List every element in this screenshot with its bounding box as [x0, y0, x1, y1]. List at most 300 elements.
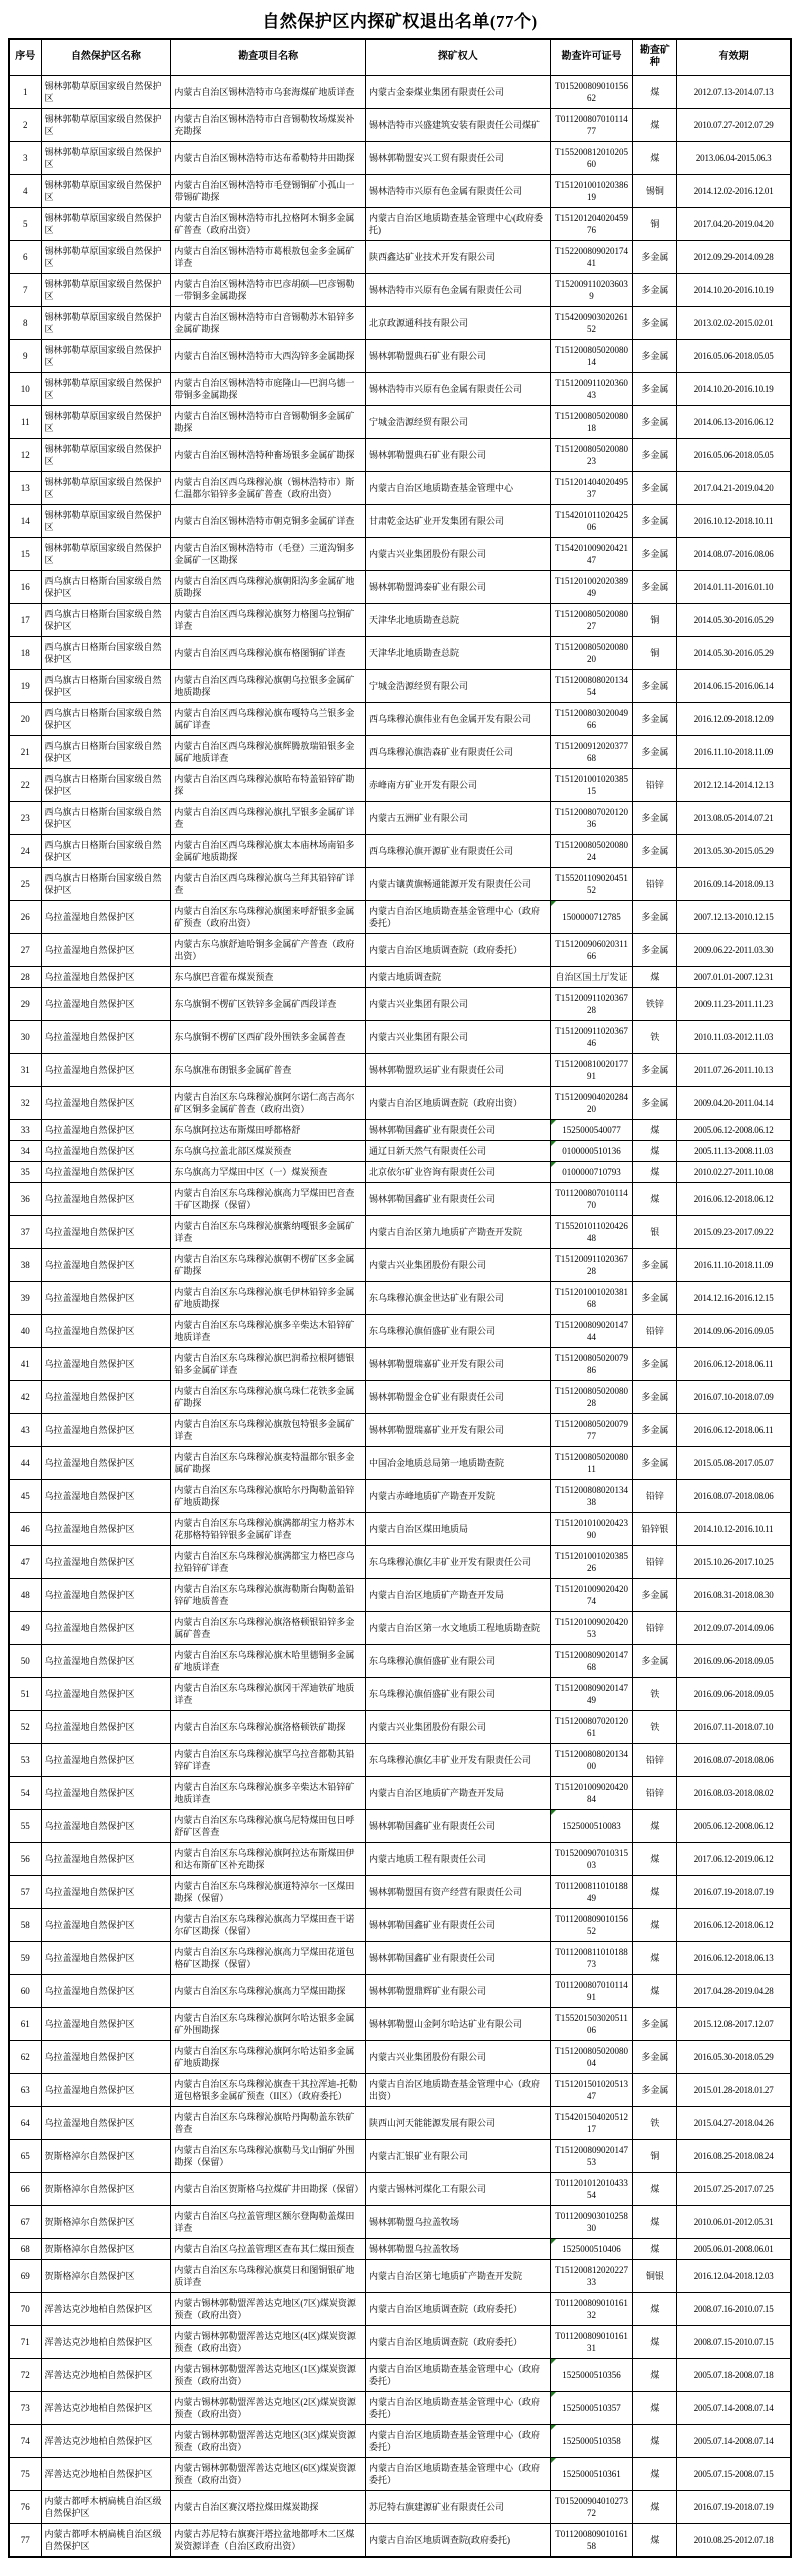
cell-holder-name: 北京依尔矿业咨询有限责任公司: [366, 1161, 551, 1182]
cell-validity-period: 2014.05.30-2016.05.29: [677, 636, 791, 669]
cell-project-name: 内蒙古自治区乌拉盖管理区额尔登陶勒盖煤田详查: [171, 2205, 366, 2238]
cell-no: 70: [9, 2292, 41, 2325]
table-row: [9, 735, 791, 768]
cell-mineral-type: 多金属: [633, 471, 677, 504]
cell-no: 36: [9, 1182, 41, 1215]
table-row: [9, 2424, 791, 2457]
table-row: [9, 405, 791, 438]
cell-mineral-type: 多金属: [633, 669, 677, 702]
cell-no: 17: [9, 603, 41, 636]
cell-holder-name: 内蒙古自治区地质调查院（政府委托）: [366, 933, 551, 966]
cell-validity-period: 2016.08.03-2018.08.02: [677, 1776, 791, 1809]
table-row: [9, 1380, 791, 1413]
cell-reserve-name: 乌拉盖湿地自然保护区: [41, 1413, 171, 1446]
cell-holder-name: 内蒙古自治区煤田地质局: [366, 1512, 551, 1545]
cell-license-number: T15120080302004966: [550, 702, 633, 735]
cell-validity-period: 2017.06.12-2019.06.12: [677, 1842, 791, 1875]
cell-project-name: 内蒙古自治区锡林浩特市朝克铜多金属矿详查: [171, 504, 366, 537]
cell-license-number: 1525000510357: [550, 2391, 633, 2424]
cell-project-name: 东乌旗阿拉达布斯煤田呼都格舒: [171, 1119, 366, 1140]
header-validity: 有效期: [677, 39, 791, 75]
cell-project-name: 内蒙古自治区东乌珠穆沁旗高力罕煤田巴音查干矿区勘探（保留）: [171, 1182, 366, 1215]
cell-mineral-type: 铜银: [633, 2259, 677, 2292]
table-row: [9, 1053, 791, 1086]
cell-validity-period: 2015.10.26-2017.10.25: [677, 1545, 791, 1578]
table-row: [9, 273, 791, 306]
cell-no: 12: [9, 438, 41, 471]
cell-project-name: 内蒙古自治区西乌珠穆沁旗扎罕银多金属矿详查: [171, 801, 366, 834]
cell-license-number: T15120080502008004: [550, 2040, 633, 2073]
cell-reserve-name: 乌拉盖湿地自然保护区: [41, 1446, 171, 1479]
cell-no: 47: [9, 1545, 41, 1578]
table-row: [9, 1710, 791, 1743]
cell-license-number: T15120081202022733: [550, 2259, 633, 2292]
cell-license-number: T15120080902014744: [550, 1314, 633, 1347]
table-row: [9, 2040, 791, 2073]
cell-holder-name: 锡林郭勒盟乌拉盖牧场: [366, 2238, 551, 2259]
cell-reserve-name: 乌拉盖湿地自然保护区: [41, 1875, 171, 1908]
cell-reserve-name: 锡林郭勒草原国家级自然保护区: [41, 537, 171, 570]
cell-holder-name: 锡林郭勒盟鸿泰矿业有限公司: [366, 570, 551, 603]
cell-validity-period: 2016.05.30-2018.05.29: [677, 2040, 791, 2073]
cell-project-name: 内蒙古自治区贺斯格乌拉煤矿井田勘探（保留）: [171, 2172, 366, 2205]
cell-reserve-name: 锡林郭勒草原国家级自然保护区: [41, 273, 171, 306]
cell-mineral-type: 银: [633, 1215, 677, 1248]
table-row: [9, 2106, 791, 2139]
cell-validity-period: 2011.07.26-2011.10.13: [677, 1053, 791, 1086]
cell-license-number: T15220080902017441: [550, 240, 633, 273]
header-mineral: 勘查矿种: [633, 39, 677, 75]
cell-project-name: 内蒙古自治区东乌珠穆沁旗敖包特银多金属矿详查: [171, 1413, 366, 1446]
cell-validity-period: 2017.04.21-2019.04.20: [677, 471, 791, 504]
cell-reserve-name: 乌拉盖湿地自然保护区: [41, 1380, 171, 1413]
cell-holder-name: 锡林郭勒盟安兴工贸有限责任公司: [366, 141, 551, 174]
cell-reserve-name: 乌拉盖湿地自然保护区: [41, 1974, 171, 2007]
cell-no: 50: [9, 1644, 41, 1677]
cell-holder-name: 内蒙古自治区地质矿产勘查开发局: [366, 1776, 551, 1809]
cell-mineral-type: 多金属: [633, 1644, 677, 1677]
cell-reserve-name: 西乌旗古日格斯台国家级自然保护区: [41, 801, 171, 834]
cell-project-name: 内蒙古锡林郭勒盟浑善达克地区(3区)煤炭资源预查（政府出资）: [171, 2424, 366, 2457]
cell-license-number: T15120080502008024: [550, 834, 633, 867]
table-row: [9, 1512, 791, 1545]
table-row: [9, 900, 791, 933]
cell-mineral-type: 多金属: [633, 240, 677, 273]
table-row: [9, 372, 791, 405]
cell-mineral-type: 铜: [633, 2139, 677, 2172]
table-row: [9, 306, 791, 339]
cell-mineral-type: 多金属: [633, 735, 677, 768]
cell-mineral-type: 煤: [633, 1182, 677, 1215]
cell-mineral-type: 多金属: [633, 438, 677, 471]
table-row: [9, 141, 791, 174]
cell-license-number: 1525000540077: [550, 1119, 633, 1140]
table-row: [9, 2490, 791, 2523]
cell-no: 55: [9, 1809, 41, 1842]
table-row: [9, 834, 791, 867]
cell-no: 25: [9, 867, 41, 900]
cell-mineral-type: 多金属: [633, 900, 677, 933]
cell-reserve-name: 乌拉盖湿地自然保护区: [41, 1161, 171, 1182]
cell-holder-name: 内蒙古自治区第九地质矿产勘查开发院: [366, 1215, 551, 1248]
cell-project-name: 内蒙古自治区锡林浩特市庭隆山—巴润乌德一带铜多金属勘探: [171, 372, 366, 405]
cell-project-name: 内蒙古锡林郭勒盟浑善达克地区(1区)煤炭资源预查（政府出资）: [171, 2358, 366, 2391]
cell-validity-period: 2010.02.27-2011.10.08: [677, 1161, 791, 1182]
table-row: [9, 2172, 791, 2205]
cell-reserve-name: 西乌旗古日格斯台国家级自然保护区: [41, 867, 171, 900]
cell-license-number: T15120080902014749: [550, 1677, 633, 1710]
cell-holder-name: 内蒙古兴业集团有限公司: [366, 1020, 551, 1053]
cell-no: 49: [9, 1611, 41, 1644]
cell-validity-period: 2007.01.01-2007.12.31: [677, 966, 791, 987]
cell-reserve-name: 乌拉盖湿地自然保护区: [41, 1086, 171, 1119]
table-body: [9, 75, 791, 2557]
cell-mineral-type: 煤: [633, 141, 677, 174]
cell-holder-name: 锡林浩特市兴原有色金属有限责任公司: [366, 273, 551, 306]
cell-no: 61: [9, 2007, 41, 2040]
cell-holder-name: 东乌珠穆沁旗佰盛矿业有限公司: [366, 1644, 551, 1677]
table-row: [9, 2259, 791, 2292]
cell-reserve-name: 锡林郭勒草原国家级自然保护区: [41, 207, 171, 240]
cell-reserve-name: 锡林郭勒草原国家级自然保护区: [41, 339, 171, 372]
cell-mineral-type: 多金属: [633, 372, 677, 405]
cell-holder-name: 内蒙古自治区地质勘查基金管理中心（政府委托）: [366, 2391, 551, 2424]
cell-reserve-name: 西乌旗古日格斯台国家级自然保护区: [41, 669, 171, 702]
cell-validity-period: 2012.07.13-2014.07.13: [677, 75, 791, 108]
cell-mineral-type: 煤: [633, 2490, 677, 2523]
cell-license-number: T01120080901016132: [550, 2292, 633, 2325]
table-row: [9, 2205, 791, 2238]
cell-license-number: T01120080701011477: [550, 108, 633, 141]
cell-project-name: 内蒙古自治区锡林浩特市白音锡勒铜多金属矿勘探: [171, 405, 366, 438]
header-no: 序号: [9, 39, 41, 75]
cell-holder-name: 锡林郭勒盟鼎辉矿业有限公司: [366, 1974, 551, 2007]
cell-holder-name: 内蒙古地质工程有限责任公司: [366, 1842, 551, 1875]
cell-project-name: 内蒙古锡林郭勒盟浑善达克地区(2区)煤炭资源预查（政府出资）: [171, 2391, 366, 2424]
cell-reserve-name: 乌拉盖湿地自然保护区: [41, 1677, 171, 1710]
cell-license-number: T15420101102042506: [550, 504, 633, 537]
cell-holder-name: 内蒙古自治区地质勘查基金管理中心（政府委托）: [366, 2457, 551, 2490]
cell-holder-name: 内蒙古自治区地质调查院（政府委托）: [366, 2292, 551, 2325]
cell-reserve-name: 锡林郭勒草原国家级自然保护区: [41, 306, 171, 339]
cell-validity-period: 2015.07.25-2017.07.25: [677, 2172, 791, 2205]
cell-holder-name: 锡林郭勒盟金仓矿业有限责任公司: [366, 1380, 551, 1413]
cell-no: 32: [9, 1086, 41, 1119]
cell-holder-name: 内蒙古自治区地质勘查基金管理中心: [366, 471, 551, 504]
cell-reserve-name: 乌拉盖湿地自然保护区: [41, 1941, 171, 1974]
cell-reserve-name: 乌拉盖湿地自然保护区: [41, 1119, 171, 1140]
cell-mineral-type: 多金属: [633, 1086, 677, 1119]
table-header-row: [9, 39, 791, 75]
cell-no: 56: [9, 1842, 41, 1875]
cell-holder-name: 内蒙古自治区地质勘查基金管理中心（政府委托）: [366, 900, 551, 933]
cell-no: 14: [9, 504, 41, 537]
cell-validity-period: 2014.12.02-2016.12.01: [677, 174, 791, 207]
cell-no: 15: [9, 537, 41, 570]
cell-license-number: T01120090301025830: [550, 2205, 633, 2238]
cell-validity-period: 2012.09.29-2014.09.28: [677, 240, 791, 273]
cell-validity-period: 2005.11.13-2008.11.03: [677, 1140, 791, 1161]
cell-license-number: T01120080901015652: [550, 1908, 633, 1941]
cell-no: 38: [9, 1248, 41, 1281]
cell-validity-period: 2016.09.14-2018.09.13: [677, 867, 791, 900]
cell-mineral-type: 铅锌: [633, 1545, 677, 1578]
cell-no: 41: [9, 1347, 41, 1380]
cell-project-name: 东乌旗铜不楞矿区铁锌多金属矿西段详查: [171, 987, 366, 1020]
cell-no: 73: [9, 2391, 41, 2424]
cell-license-number: T15120100102038619: [550, 174, 633, 207]
cell-holder-name: 内蒙古自治区地质调查院（政府出资）: [366, 1086, 551, 1119]
cell-mineral-type: 煤: [633, 1842, 677, 1875]
cell-project-name: 内蒙古自治区西乌珠穆沁旗辉腾敖瑞铅银多金属矿地质详查: [171, 735, 366, 768]
header-reserve: 自然保护区名称: [41, 39, 171, 75]
cell-no: 30: [9, 1020, 41, 1053]
cell-license-number: T15120140402049537: [550, 471, 633, 504]
cell-mineral-type: 铁锌: [633, 987, 677, 1020]
cell-mineral-type: 多金属: [633, 504, 677, 537]
cell-validity-period: 2016.08.07-2018.08.06: [677, 1479, 791, 1512]
cell-mineral-type: 铜: [633, 603, 677, 636]
cell-holder-name: 西乌珠穆沁旗开源矿业有限责任公司: [366, 834, 551, 867]
cell-reserve-name: 乌拉盖湿地自然保护区: [41, 1776, 171, 1809]
cell-validity-period: 2017.04.20-2019.04.20: [677, 207, 791, 240]
table-row: [9, 2139, 791, 2172]
cell-holder-name: 内蒙古锡林河煤化工有限公司: [366, 2172, 551, 2205]
cell-mineral-type: 铅锌银: [633, 1512, 677, 1545]
cell-reserve-name: 乌拉盖湿地自然保护区: [41, 1281, 171, 1314]
table-row: [9, 1974, 791, 2007]
cell-validity-period: 2014.05.30-2016.05.29: [677, 603, 791, 636]
cell-reserve-name: 乌拉盖湿地自然保护区: [41, 1743, 171, 1776]
cell-validity-period: 2016.08.25-2018.08.24: [677, 2139, 791, 2172]
cell-holder-name: 东乌珠穆沁旗金世达矿业有限公司: [366, 1281, 551, 1314]
table-row: [9, 1545, 791, 1578]
cell-validity-period: 2009.06.22-2011.03.30: [677, 933, 791, 966]
cell-holder-name: 锡林郭勒国鑫矿业有限责任公司: [366, 1182, 551, 1215]
cell-holder-name: 西乌珠穆沁旗浩森矿业有限责任公司: [366, 735, 551, 768]
cell-no: 59: [9, 1941, 41, 1974]
cell-mineral-type: 多金属: [633, 339, 677, 372]
cell-reserve-name: 乌拉盖湿地自然保护区: [41, 1020, 171, 1053]
cell-validity-period: 2016.08.31-2018.08.30: [677, 1578, 791, 1611]
cell-holder-name: 锡林郭勒盟国有资产经营有限责任公司: [366, 1875, 551, 1908]
cell-mineral-type: 多金属: [633, 834, 677, 867]
cell-project-name: 内蒙古自治区西乌珠穆沁旗朝阳沟多金属矿地质勘探: [171, 570, 366, 603]
cell-no: 45: [9, 1479, 41, 1512]
cell-no: 52: [9, 1710, 41, 1743]
cell-license-number: 1525000510358: [550, 2424, 633, 2457]
cell-project-name: 内蒙古自治区锡林浩特市白音锡勒苏木铅锌多金属矿勘探: [171, 306, 366, 339]
cell-project-name: 内蒙古自治区锡林浩特市巴彦胡硕—巴彦锡勒一带铜多金属勘探: [171, 273, 366, 306]
cell-mineral-type: 煤: [633, 1161, 677, 1182]
cell-validity-period: 2015.05.08-2017.05.07: [677, 1446, 791, 1479]
cell-no: 53: [9, 1743, 41, 1776]
cell-validity-period: 2015.04.27-2018.04.26: [677, 2106, 791, 2139]
cell-reserve-name: 乌拉盖湿地自然保护区: [41, 1215, 171, 1248]
cell-license-number: T15120090602031166: [550, 933, 633, 966]
cell-license-number: T01120080701011470: [550, 1182, 633, 1215]
table-row: [9, 1347, 791, 1380]
cell-reserve-name: 锡林郭勒草原国家级自然保护区: [41, 372, 171, 405]
cell-project-name: 内蒙古自治区锡林浩特市扎拉格阿木铜多金属矿普查（政府出资）: [171, 207, 366, 240]
cell-license-number: T15420100902042147: [550, 537, 633, 570]
cell-project-name: 内蒙古自治区东乌珠穆沁旗冈干浑迪铁矿地质详查: [171, 1677, 366, 1710]
cell-project-name: 内蒙古自治区东乌珠穆沁旗多辛柴达木铅锌矿地质详查: [171, 1776, 366, 1809]
cell-holder-name: 锡林郭勒国鑫矿业有限责任公司: [366, 1809, 551, 1842]
header-holder: 探矿权人: [366, 39, 551, 75]
cell-reserve-name: 锡林郭勒草原国家级自然保护区: [41, 471, 171, 504]
cell-validity-period: 2013.05.30-2015.05.29: [677, 834, 791, 867]
cell-holder-name: 宁城金浩源经贸有限公司: [366, 669, 551, 702]
cell-validity-period: 2016.07.11-2018.07.10: [677, 1710, 791, 1743]
cell-project-name: 内蒙古自治区东乌珠穆沁旗莫日和图铜银矿地质详查: [171, 2259, 366, 2292]
cell-holder-name: 中国冶金地质总局第一地质勘查院: [366, 1446, 551, 1479]
table-row: [9, 603, 791, 636]
table-row: [9, 1578, 791, 1611]
cell-mineral-type: 煤: [633, 1140, 677, 1161]
cell-holder-name: 甘肃乾金达矿业开发集团有限公司: [366, 504, 551, 537]
cell-no: 75: [9, 2457, 41, 2490]
cell-license-number: T15120080802013438: [550, 1479, 633, 1512]
cell-reserve-name: 乌拉盖湿地自然保护区: [41, 1512, 171, 1545]
cell-license-number: T15520101102042648: [550, 1215, 633, 1248]
cell-holder-name: 锡林郭勒盟乌拉盖牧场: [366, 2205, 551, 2238]
cell-no: 62: [9, 2040, 41, 2073]
cell-license-number: T15120100202038949: [550, 570, 633, 603]
cell-no: 11: [9, 405, 41, 438]
cell-project-name: 内蒙古自治区西乌珠穆沁旗太本庙林场南铅多金属矿地质勘探: [171, 834, 366, 867]
header-project: 勘查项目名称: [171, 39, 366, 75]
table-row: [9, 933, 791, 966]
cell-project-name: 内蒙古锡林郭勒盟浑善达克地区(6区)煤炭资源预查（政府出资）: [171, 2457, 366, 2490]
cell-mineral-type: 煤: [633, 1908, 677, 1941]
cell-holder-name: 北京政源通科技有限公司: [366, 306, 551, 339]
cell-mineral-type: 铅锌: [633, 867, 677, 900]
cell-mineral-type: 多金属: [633, 1446, 677, 1479]
table-row: [9, 471, 791, 504]
cell-license-number: T15520110902045152: [550, 867, 633, 900]
cell-no: 33: [9, 1119, 41, 1140]
cell-reserve-name: 乌拉盖湿地自然保护区: [41, 1182, 171, 1215]
cell-reserve-name: 乌拉盖湿地自然保护区: [41, 2040, 171, 2073]
cell-reserve-name: 乌拉盖湿地自然保护区: [41, 1347, 171, 1380]
cell-validity-period: 2015.12.08-2017.12.07: [677, 2007, 791, 2040]
table-row: [9, 966, 791, 987]
table-row: [9, 1479, 791, 1512]
cell-reserve-name: 贺斯格淖尔自然保护区: [41, 2172, 171, 2205]
cell-mineral-type: 多金属: [633, 1248, 677, 1281]
cell-no: 44: [9, 1446, 41, 1479]
cell-mineral-type: 煤: [633, 1119, 677, 1140]
table-row: [9, 339, 791, 372]
cell-project-name: 内蒙古苏尼特右旗赛汗塔拉盆地都呼木二区煤炭资源详查（自治区政府出资）: [171, 2523, 366, 2557]
cell-validity-period: 2016.07.19-2018.07.19: [677, 1875, 791, 1908]
table-row: [9, 504, 791, 537]
table-row: [9, 240, 791, 273]
cell-holder-name: 锡林郭勒盟典石矿业有限公司: [366, 438, 551, 471]
cell-project-name: 内蒙古自治区东乌珠穆沁旗朝不楞矿区多金属矿勘探: [171, 1248, 366, 1281]
table-row: [9, 2358, 791, 2391]
cell-validity-period: 2008.07.16-2010.07.15: [677, 2292, 791, 2325]
table-row: [9, 1248, 791, 1281]
cell-validity-period: 2014.10.12-2016.10.11: [677, 1512, 791, 1545]
cell-no: 71: [9, 2325, 41, 2358]
cell-license-number: T15520150302051106: [550, 2007, 633, 2040]
cell-reserve-name: 乌拉盖湿地自然保护区: [41, 2007, 171, 2040]
cell-holder-name: 锡林郭勒国鑫矿业有限责任公司: [366, 1908, 551, 1941]
table-row: [9, 1182, 791, 1215]
cell-project-name: 内蒙古锡林郭勒盟浑善达克地区(4区)煤炭资源预查（政府出资）: [171, 2325, 366, 2358]
cell-license-number: T15120090402028420: [550, 1086, 633, 1119]
cell-validity-period: 2015.01.28-2018.01.27: [677, 2073, 791, 2106]
cell-holder-name: 天津华北地质勘查总院: [366, 636, 551, 669]
cell-mineral-type: 多金属: [633, 1578, 677, 1611]
cell-project-name: 内蒙古自治区东乌珠穆沁旗满都宝力格巴彦乌拉铅锌矿详查: [171, 1545, 366, 1578]
table-row: [9, 2007, 791, 2040]
cell-license-number: 1500000712785: [550, 900, 633, 933]
cell-project-name: 东乌旗铜不楞矿区西矿段外围铁多金属普查: [171, 1020, 366, 1053]
table-row: [9, 669, 791, 702]
cell-no: 42: [9, 1380, 41, 1413]
cell-reserve-name: 乌拉盖湿地自然保护区: [41, 1578, 171, 1611]
cell-project-name: 内蒙古自治区西乌珠穆沁旗布嘎特乌兰银多金属矿详查: [171, 702, 366, 735]
table-row: [9, 537, 791, 570]
cell-project-name: 内蒙古自治区西乌珠穆沁旗布格图铜矿详查: [171, 636, 366, 669]
table-row: [9, 1644, 791, 1677]
table-row: [9, 2073, 791, 2106]
cell-validity-period: 2014.09.06-2016.09.05: [677, 1314, 791, 1347]
cell-no: 69: [9, 2259, 41, 2292]
cell-license-number: T15120100902042084: [550, 1776, 633, 1809]
cell-holder-name: 内蒙古五洲矿业有限公司: [366, 801, 551, 834]
cell-no: 26: [9, 900, 41, 933]
table-row: [9, 1743, 791, 1776]
cell-mineral-type: 煤: [633, 2172, 677, 2205]
cell-mineral-type: 多金属: [633, 1281, 677, 1314]
cell-project-name: 内蒙古自治区西乌珠穆沁旗朝乌拉银多金属矿地质勘探: [171, 669, 366, 702]
cell-validity-period: 2005.07.14-2008.07.14: [677, 2424, 791, 2457]
cell-mineral-type: 煤: [633, 2292, 677, 2325]
cell-reserve-name: 贺斯格淖尔自然保护区: [41, 2238, 171, 2259]
cell-license-number: 自治区国土厅发证: [550, 966, 633, 987]
table-row: [9, 1086, 791, 1119]
cell-validity-period: 2016.10.12-2018.10.11: [677, 504, 791, 537]
table-row: [9, 1842, 791, 1875]
cell-reserve-name: 内蒙古都呼木柄扁桃自治区级自然保护区: [41, 2523, 171, 2557]
cell-license-number: T15120080502008011: [550, 1446, 633, 1479]
cell-no: 40: [9, 1314, 41, 1347]
cell-no: 3: [9, 141, 41, 174]
cell-mineral-type: 铅锌: [633, 1611, 677, 1644]
cell-license-number: T15120080502008023: [550, 438, 633, 471]
cell-project-name: 内蒙古自治区赛汉塔拉煤田煤炭勘探: [171, 2490, 366, 2523]
cell-validity-period: 2014.06.15-2016.06.14: [677, 669, 791, 702]
cell-mineral-type: 多金属: [633, 801, 677, 834]
table-row: [9, 1809, 791, 1842]
cell-reserve-name: 锡林郭勒草原国家级自然保护区: [41, 108, 171, 141]
cell-validity-period: 2016.06.12-2018.06.13: [677, 1941, 791, 1974]
cell-validity-period: 2010.11.03-2012.11.03: [677, 1020, 791, 1053]
cell-project-name: 内蒙古自治区西乌珠穆沁旗哈布特盖铅锌矿勘探: [171, 768, 366, 801]
cell-holder-name: 内蒙古赤峰地质矿产勘查开发院: [366, 1479, 551, 1512]
cell-project-name: 东乌旗准布朗银多金属矿普查: [171, 1053, 366, 1086]
cell-license-number: T15120080702012061: [550, 1710, 633, 1743]
cell-reserve-name: 乌拉盖湿地自然保护区: [41, 1809, 171, 1842]
cell-holder-name: 内蒙古自治区地质勘查基金管理中心（政府出资）: [366, 2073, 551, 2106]
table-row: [9, 987, 791, 1020]
cell-project-name: 内蒙古自治区东乌珠穆沁旗洛格顿铁矿勘探: [171, 1710, 366, 1743]
cell-mineral-type: 煤: [633, 1941, 677, 1974]
